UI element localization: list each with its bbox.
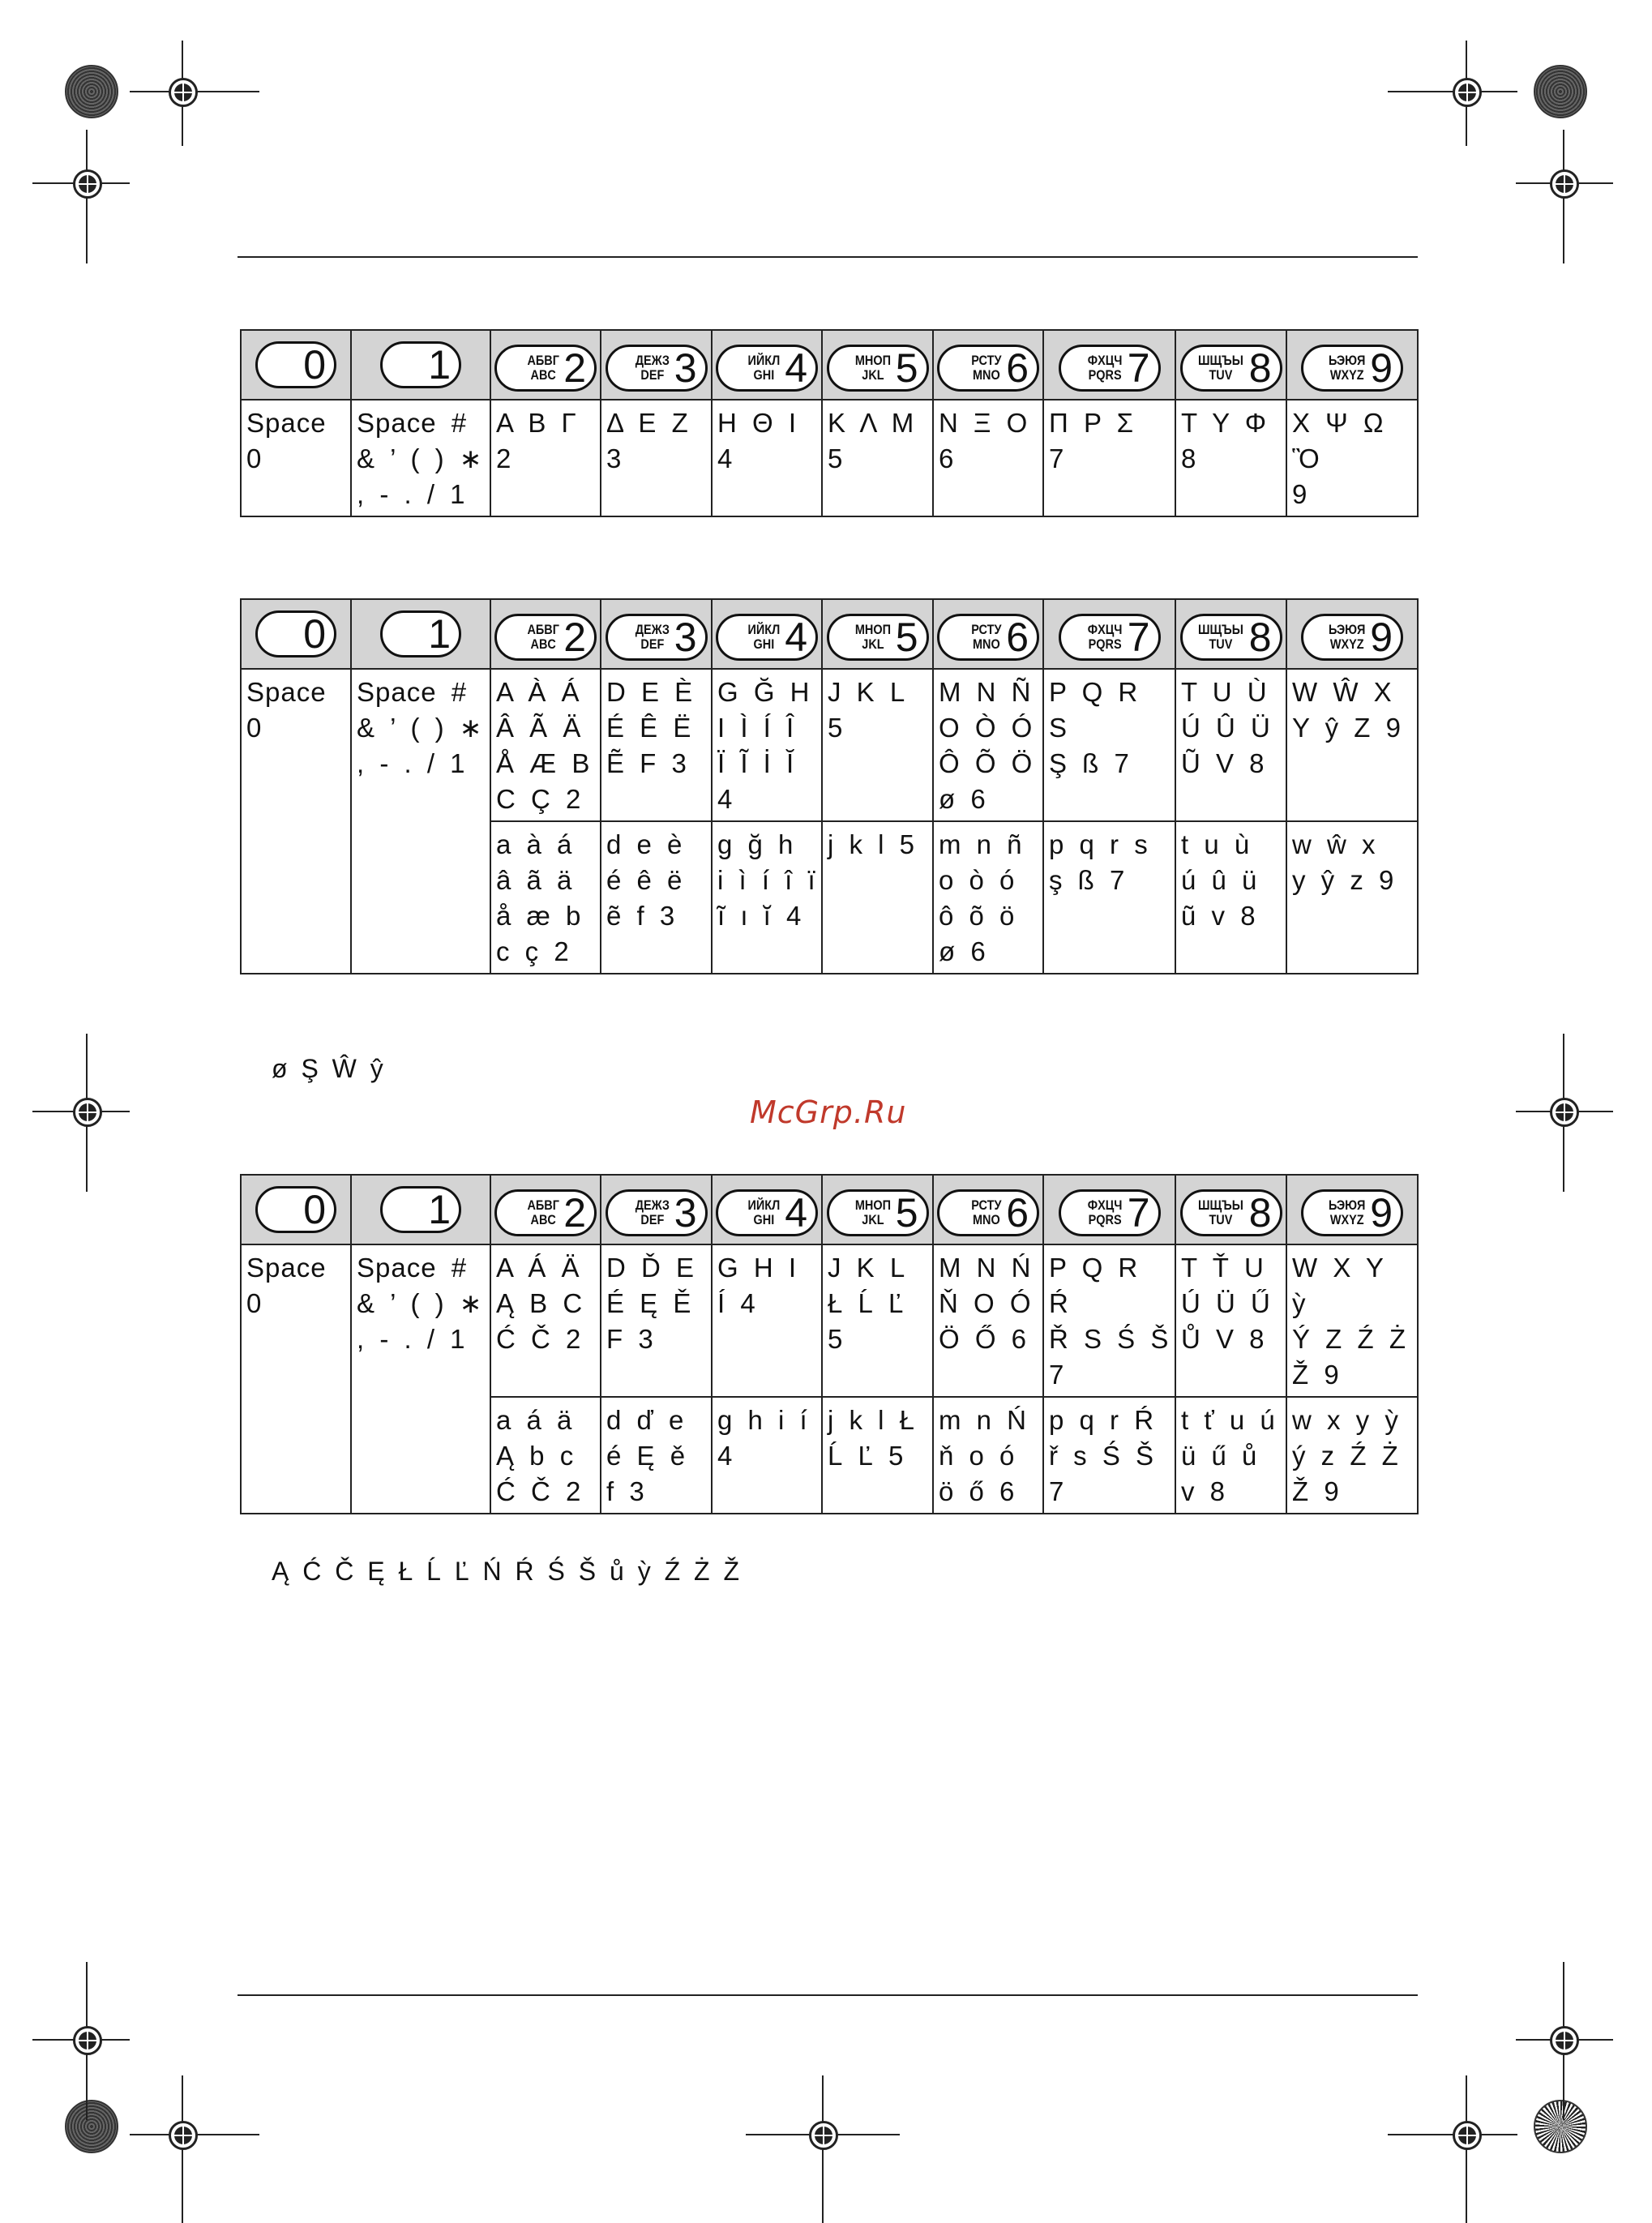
keypad-key-1-icon bbox=[380, 1186, 461, 1233]
key-number: 6 bbox=[1006, 1190, 1029, 1236]
key-cell bbox=[712, 330, 822, 400]
keypad-key-3-icon bbox=[606, 614, 708, 661]
registration-wheel-icon bbox=[65, 65, 118, 118]
table-cell: a à á â ã ä å æ b c ç 2 bbox=[490, 821, 601, 974]
key-number: 9 bbox=[1370, 1190, 1393, 1236]
key-number: 6 bbox=[1006, 615, 1029, 660]
keypad-key-1-icon bbox=[380, 341, 461, 388]
key-cell bbox=[241, 599, 351, 669]
key-cell bbox=[933, 330, 1043, 400]
table-cell: Κ Λ Μ 5 bbox=[822, 400, 933, 516]
key-number: 8 bbox=[1248, 345, 1272, 391]
key-number: 1 bbox=[428, 342, 451, 388]
keypad-key-7-icon bbox=[1059, 1189, 1161, 1236]
keypad-key-4-icon bbox=[716, 1189, 818, 1236]
key-letters: ДЕЖЗ DEF bbox=[635, 1197, 670, 1227]
keypad-key-0-icon bbox=[255, 1186, 336, 1233]
crop-mark-icon bbox=[32, 1962, 130, 2120]
table-cell: d ď e é Ę ě f 3 bbox=[601, 1397, 712, 1514]
table-cell: P Q R S Ş ß 7 bbox=[1043, 669, 1175, 821]
key-letters: МНОП JKL bbox=[854, 353, 891, 383]
key-cell bbox=[1175, 599, 1286, 669]
watermark: McGrp.Ru bbox=[750, 1094, 907, 1130]
table-cell: W X Y ỳ Ý Z Ź Ż Ž 9 bbox=[1286, 1244, 1418, 1397]
keypad-key-4-icon bbox=[716, 345, 818, 392]
key-cell bbox=[490, 330, 601, 400]
keypad-key-5-icon bbox=[827, 345, 929, 392]
table-cell: M N Ñ O Ò Ó Ô Õ Ö ø 6 bbox=[933, 669, 1043, 821]
keypad-key-1-icon bbox=[380, 610, 461, 657]
keypad-key-8-icon bbox=[1180, 614, 1282, 661]
key-number: 4 bbox=[785, 1190, 807, 1236]
keypad-key-0-icon bbox=[255, 610, 336, 657]
key-number: 1 bbox=[428, 611, 451, 657]
key-cell bbox=[241, 1175, 351, 1244]
table-row bbox=[241, 1244, 1418, 1397]
key-letters: ЬЭЮЯ WXYZ bbox=[1328, 1197, 1366, 1227]
key-cell bbox=[490, 599, 601, 669]
key-cell bbox=[351, 1175, 490, 1244]
crop-mark-icon bbox=[1516, 1962, 1613, 2120]
table-cell: W Ŵ X Y ŷ Z 9 bbox=[1286, 669, 1418, 821]
table-row bbox=[241, 669, 1418, 821]
key-number: 5 bbox=[895, 1190, 918, 1236]
crop-mark-icon bbox=[1516, 1034, 1613, 1192]
key-letters: АБВГ ABC bbox=[527, 622, 559, 652]
key-header-row bbox=[241, 1175, 1418, 1244]
key-cell bbox=[351, 330, 490, 400]
keypad-key-5-icon bbox=[827, 614, 929, 661]
keypad-key-5-icon bbox=[827, 1189, 929, 1236]
greek-character-table bbox=[240, 329, 1419, 517]
key-number: 3 bbox=[674, 345, 697, 391]
key-letters: ЬЭЮЯ WXYZ bbox=[1328, 622, 1366, 652]
crop-mark-icon bbox=[1388, 41, 1517, 146]
key-cell bbox=[712, 1175, 822, 1244]
key-number: 2 bbox=[563, 345, 586, 391]
table-cell: M N Ń Ň O Ó Ö Ő 6 bbox=[933, 1244, 1043, 1397]
key-number: 6 bbox=[1006, 345, 1029, 391]
key-letters: РСТУ MNO bbox=[971, 622, 1002, 652]
key-cell bbox=[1043, 599, 1175, 669]
key-letters: ФХЦЧ PQRS bbox=[1088, 353, 1123, 383]
table-cell: w x y ỳ ý z Ź Ż Ž 9 bbox=[1286, 1397, 1418, 1514]
key-number: 7 bbox=[1127, 615, 1150, 660]
key-cell bbox=[601, 1175, 712, 1244]
key-letters: ИЙКЛ GHI bbox=[747, 622, 781, 652]
key-number: 7 bbox=[1127, 345, 1150, 391]
key-number: 7 bbox=[1127, 1190, 1150, 1236]
keypad-key-3-icon bbox=[606, 345, 708, 392]
keypad-key-8-icon bbox=[1180, 345, 1282, 392]
keypad-key-7-icon bbox=[1059, 345, 1161, 392]
key-number: 0 bbox=[303, 342, 326, 388]
key-letters: ШЩЪЫ TUV bbox=[1197, 622, 1243, 652]
crop-mark-icon bbox=[130, 41, 259, 146]
table-cell: A À Á Â Ã Ä Å Æ B C Ç 2 bbox=[490, 669, 601, 821]
key-cell bbox=[241, 330, 351, 400]
key-number: 8 bbox=[1248, 615, 1272, 660]
table-cell: j k l Ł Ĺ Ľ 5 bbox=[822, 1397, 933, 1514]
table-cell: m n ñ o ò ó ô õ ö ø 6 bbox=[933, 821, 1043, 974]
key-cell bbox=[933, 599, 1043, 669]
key-letters: ИЙКЛ GHI bbox=[747, 353, 781, 383]
keypad-key-8-icon bbox=[1180, 1189, 1282, 1236]
table-cell: t ť u ú ü ű ů v 8 bbox=[1175, 1397, 1286, 1514]
table-cell: d e è é ê ë ẽ f 3 bbox=[601, 821, 712, 974]
table-cell: D Ď E É Ę Ě F 3 bbox=[601, 1244, 712, 1397]
key-cell bbox=[822, 330, 933, 400]
key-letters: МНОП JKL bbox=[854, 1197, 891, 1227]
key-cell bbox=[822, 1175, 933, 1244]
key-number: 0 bbox=[303, 611, 326, 657]
header-rule bbox=[238, 256, 1418, 258]
table-cell: G Ğ H I Ì Í Î Ï Ĩ İ Ĭ 4 bbox=[712, 669, 822, 821]
table-cell: T Ť U Ú Ü Ű Ů V 8 bbox=[1175, 1244, 1286, 1397]
crop-mark-icon bbox=[32, 130, 130, 263]
key-cell bbox=[1286, 1175, 1418, 1244]
key-cell bbox=[601, 330, 712, 400]
key-number: 2 bbox=[563, 1190, 586, 1236]
crop-mark-icon bbox=[32, 1034, 130, 1192]
key-cell bbox=[712, 599, 822, 669]
table-row bbox=[241, 400, 1418, 516]
key-header-row bbox=[241, 599, 1418, 669]
keypad-key-7-icon bbox=[1059, 614, 1161, 661]
key-header-row bbox=[241, 330, 1418, 400]
key-cell bbox=[1175, 330, 1286, 400]
table-cell: Ν Ξ Ο 6 bbox=[933, 400, 1043, 516]
key-number: 3 bbox=[674, 615, 697, 660]
special-characters-note: ø Ş Ŵ ŷ bbox=[272, 1054, 384, 1083]
table-cell: G H I Í 4 bbox=[712, 1244, 822, 1397]
crop-mark-icon bbox=[1388, 2075, 1517, 2223]
table-cell: Π Ρ Σ 7 bbox=[1043, 400, 1175, 516]
table-cell: Space 0 bbox=[241, 669, 351, 974]
crop-mark-icon bbox=[1516, 130, 1613, 263]
latin-character-table bbox=[240, 598, 1419, 974]
table-cell: g ğ h i ì í î ï ĩ ı ĭ 4 bbox=[712, 821, 822, 974]
keypad-key-2-icon bbox=[494, 1189, 597, 1236]
table-cell: Α Β Γ 2 bbox=[490, 400, 601, 516]
table-cell: p q r s ş ß 7 bbox=[1043, 821, 1175, 974]
key-number: 2 bbox=[563, 615, 586, 660]
table-cell: Space # & ’ ( ) ∗ , - . / 1 bbox=[351, 1244, 490, 1514]
key-cell bbox=[1286, 599, 1418, 669]
keypad-key-6-icon bbox=[937, 345, 1039, 392]
keypad-key-9-icon bbox=[1301, 614, 1403, 661]
key-letters: ФХЦЧ PQRS bbox=[1088, 622, 1123, 652]
keypad-key-2-icon bbox=[494, 345, 597, 392]
table-cell: Η Θ Ι 4 bbox=[712, 400, 822, 516]
table-cell: Δ Ε Ζ 3 bbox=[601, 400, 712, 516]
central-european-character-table bbox=[240, 1174, 1419, 1514]
key-cell bbox=[1043, 1175, 1175, 1244]
key-cell bbox=[933, 1175, 1043, 1244]
key-number: 9 bbox=[1370, 345, 1393, 391]
key-letters: ДЕЖЗ DEF bbox=[635, 353, 670, 383]
key-cell bbox=[1175, 1175, 1286, 1244]
key-letters: АБВГ ABC bbox=[527, 353, 559, 383]
key-cell bbox=[351, 599, 490, 669]
keypad-key-6-icon bbox=[937, 614, 1039, 661]
key-letters: РСТУ MNO bbox=[971, 1197, 1002, 1227]
key-cell bbox=[822, 599, 933, 669]
key-letters: ДЕЖЗ DEF bbox=[635, 622, 670, 652]
key-number: 8 bbox=[1248, 1190, 1272, 1236]
key-number: 5 bbox=[895, 345, 918, 391]
key-letters: ФХЦЧ PQRS bbox=[1088, 1197, 1123, 1227]
key-number: 5 bbox=[895, 615, 918, 660]
key-letters: ШЩЪЫ TUV bbox=[1197, 1197, 1243, 1227]
key-number: 1 bbox=[428, 1187, 451, 1232]
table-cell: A Á Ä Ą B C Ć Č 2 bbox=[490, 1244, 601, 1397]
key-cell bbox=[1286, 330, 1418, 400]
footer-rule bbox=[238, 1994, 1418, 1996]
table-cell: Τ Υ Φ 8 bbox=[1175, 400, 1286, 516]
keypad-key-4-icon bbox=[716, 614, 818, 661]
table-cell: t u ù ú û ü ũ v 8 bbox=[1175, 821, 1286, 974]
keypad-key-6-icon bbox=[937, 1189, 1039, 1236]
key-number: 4 bbox=[785, 615, 807, 660]
table-cell: w ŵ x y ŷ z 9 bbox=[1286, 821, 1418, 974]
table-cell: Space # & ’ ( ) ∗ , - . / 1 bbox=[351, 669, 490, 974]
key-cell bbox=[1043, 330, 1175, 400]
keypad-key-9-icon bbox=[1301, 1189, 1403, 1236]
key-letters: АБВГ ABC bbox=[527, 1197, 559, 1227]
key-letters: ШЩЪЫ TUV bbox=[1197, 353, 1243, 383]
key-letters: ИЙКЛ GHI bbox=[747, 1197, 781, 1227]
table-cell: Space 0 bbox=[241, 1244, 351, 1514]
table-cell: a á ä Ą b c Ć Č 2 bbox=[490, 1397, 601, 1514]
key-cell bbox=[601, 599, 712, 669]
table-cell: J K L Ł Ĺ Ľ 5 bbox=[822, 1244, 933, 1397]
key-letters: ЬЭЮЯ WXYZ bbox=[1328, 353, 1366, 383]
keypad-key-2-icon bbox=[494, 614, 597, 661]
key-number: 9 bbox=[1370, 615, 1393, 660]
table-cell: p q r Ŕ ř s Ś Š 7 bbox=[1043, 1397, 1175, 1514]
table-cell: J K L 5 bbox=[822, 669, 933, 821]
keypad-key-9-icon bbox=[1301, 345, 1403, 392]
table-cell: j k l 5 bbox=[822, 821, 933, 974]
table-cell: m n Ń ň o ó ö ő 6 bbox=[933, 1397, 1043, 1514]
key-letters: МНОП JKL bbox=[854, 622, 891, 652]
special-characters-note: Ą Ć Č Ę Ł Ĺ Ľ Ń Ŕ Ś Š ů ỳ Ź Ż Ž bbox=[272, 1557, 740, 1586]
table-cell: T U Ù Ú Û Ü Ũ V 8 bbox=[1175, 669, 1286, 821]
key-letters: РСТУ MNO bbox=[971, 353, 1002, 383]
crop-mark-icon bbox=[746, 2075, 900, 2223]
table-cell: g h i í 4 bbox=[712, 1397, 822, 1514]
keypad-key-3-icon bbox=[606, 1189, 708, 1236]
table-cell: Space 0 bbox=[241, 400, 351, 516]
key-cell bbox=[490, 1175, 601, 1244]
table-cell: Χ Ψ Ω Ὃ 9 bbox=[1286, 400, 1418, 516]
key-number: 3 bbox=[674, 1190, 697, 1236]
crop-mark-icon bbox=[130, 2075, 259, 2223]
table-cell: Space # & ’ ( ) ∗ , - . / 1 bbox=[351, 400, 490, 516]
keypad-key-0-icon bbox=[255, 341, 336, 388]
registration-wheel-icon bbox=[1534, 65, 1587, 118]
table-cell: P Q R Ŕ Ř S Ś Š 7 bbox=[1043, 1244, 1175, 1397]
key-number: 0 bbox=[303, 1187, 326, 1232]
table-cell: D E È É Ê Ë Ẽ F 3 bbox=[601, 669, 712, 821]
key-number: 4 bbox=[785, 345, 807, 391]
